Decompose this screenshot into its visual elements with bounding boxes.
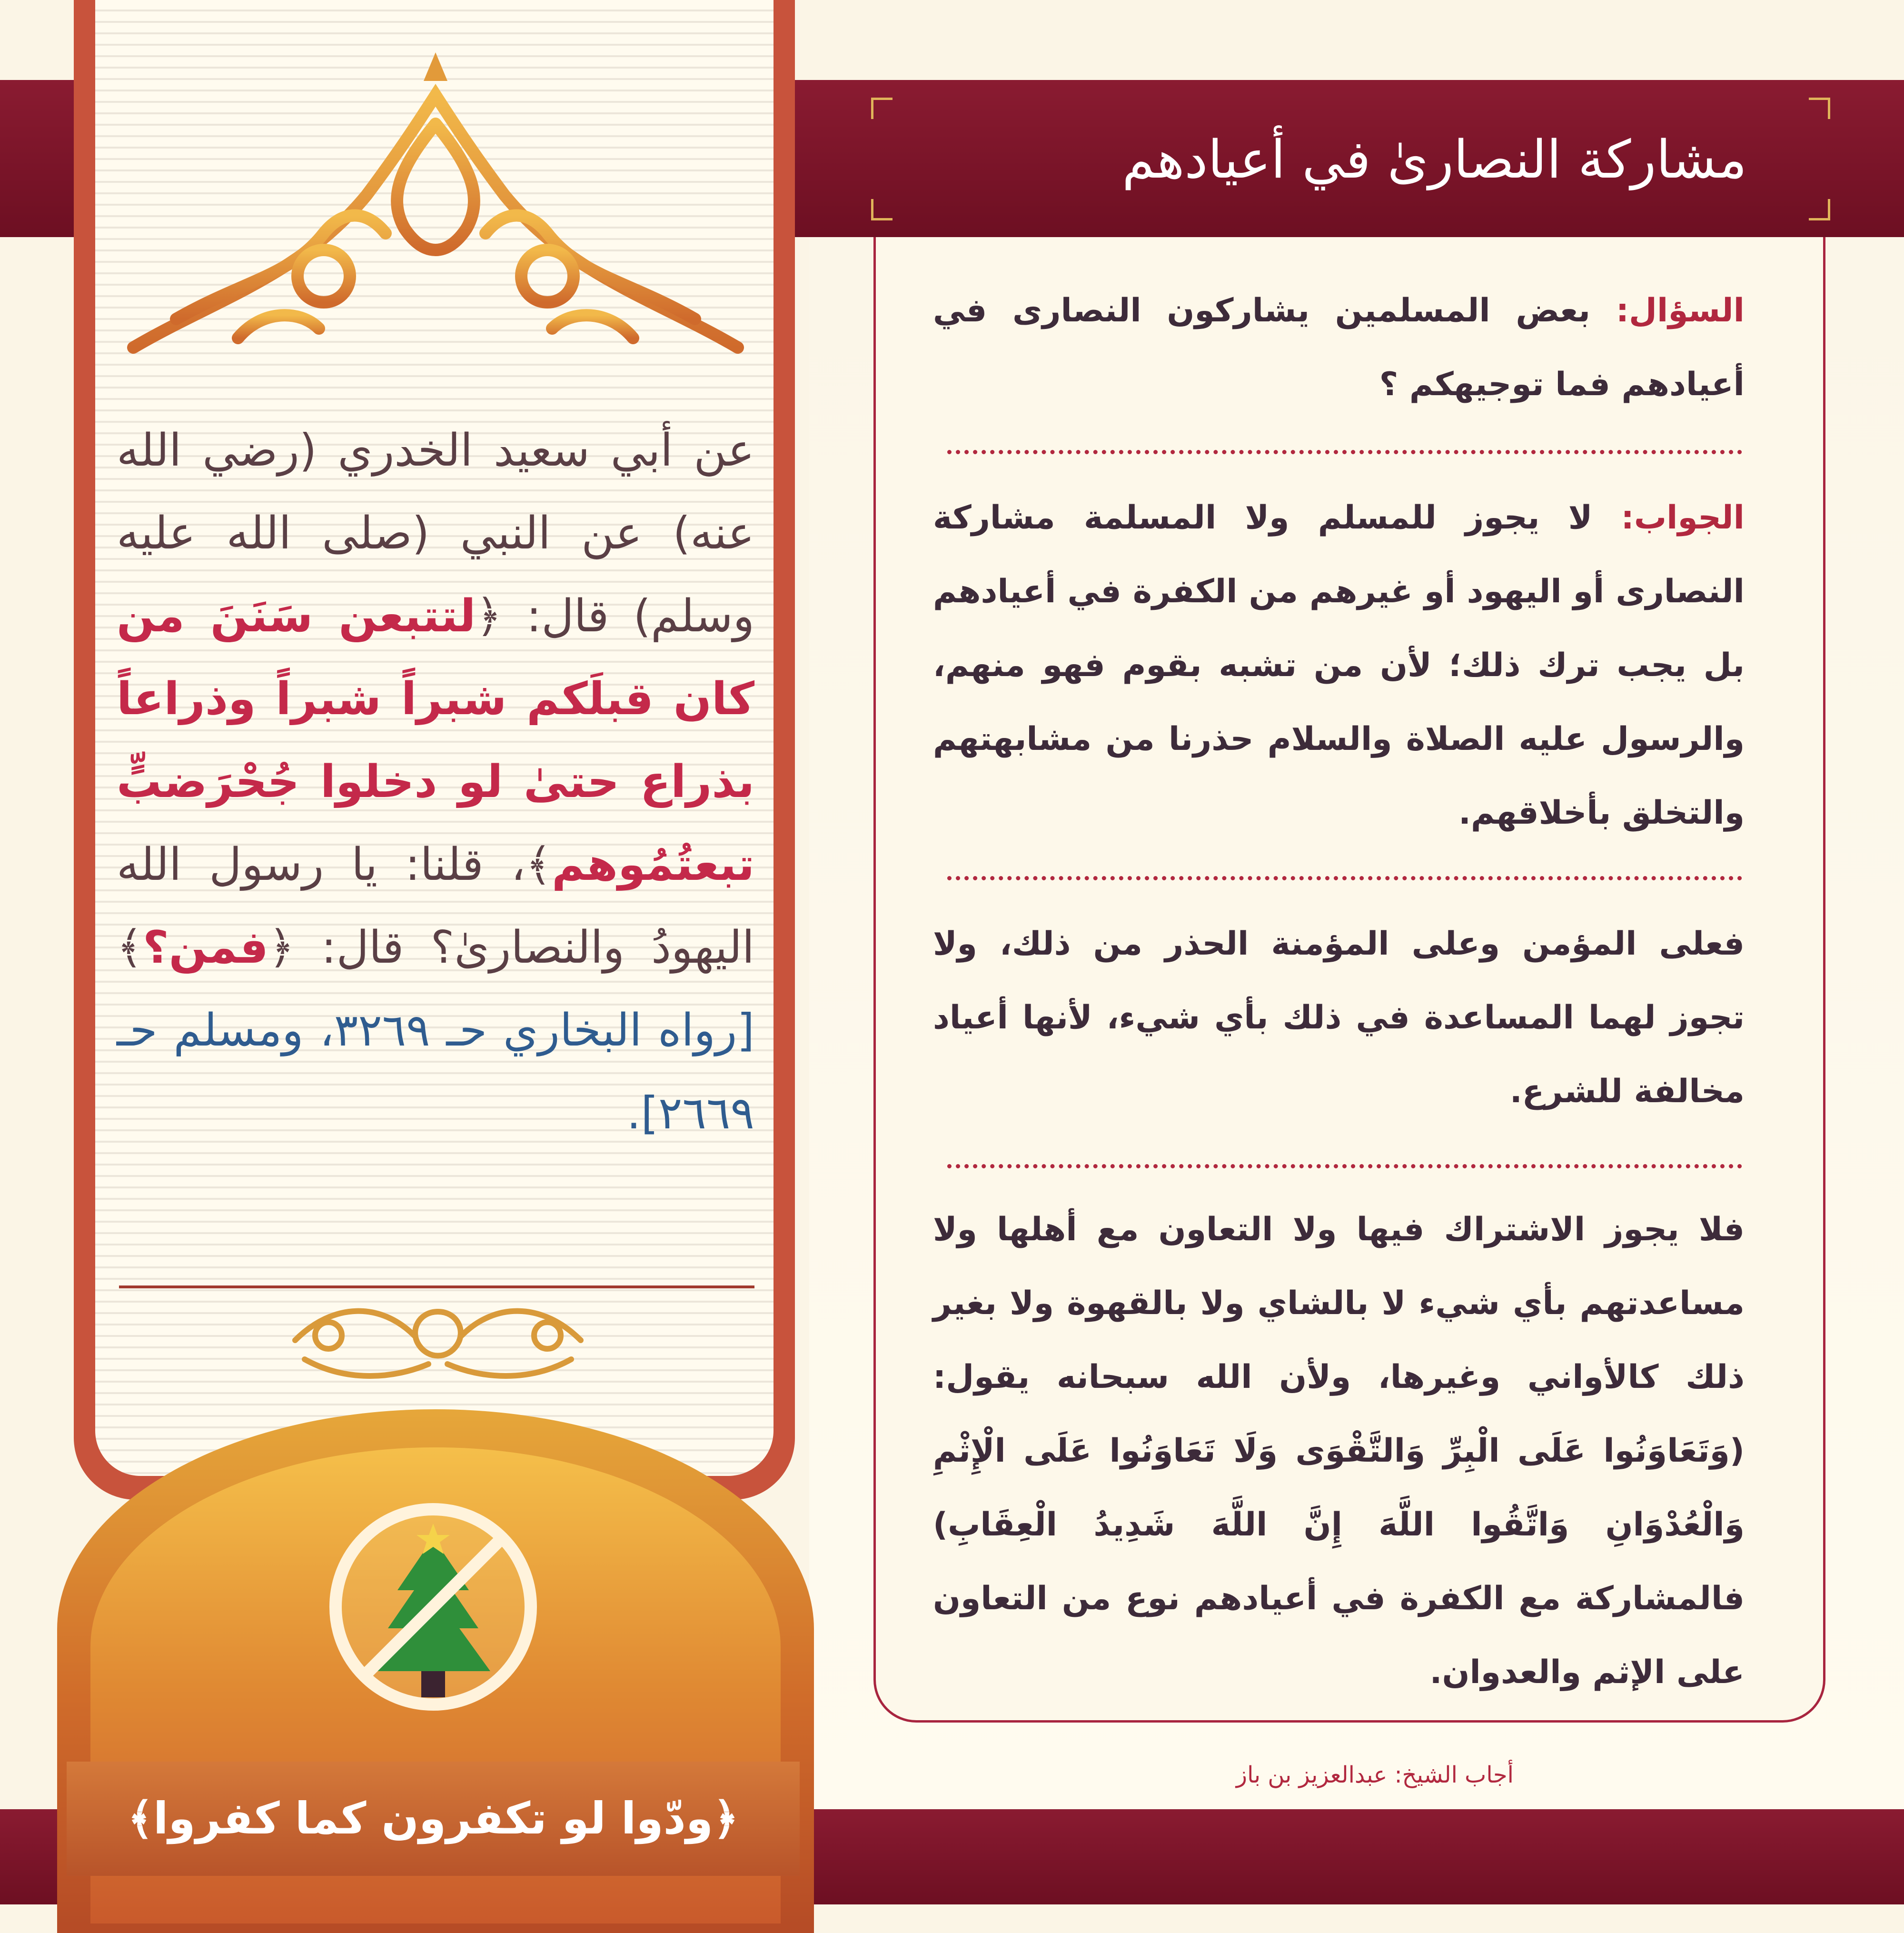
dotted-divider bbox=[947, 1164, 1742, 1168]
scroll-ornament-icon bbox=[276, 1293, 600, 1388]
paragraph-3: فلا يجوز الاشتراك فيها ولا التعاون مع أهلها ولا مساعدتهم بأي شيء لا بالشاي ولا بالقهوة ولا بغير ذلك كالأواني وغيرها، ولأن الله سبحانه يقول: (وَتَعَاوَنُوا عَلَى الْبِرِّ وَالتَّقْوَى وَلَا تَعَاوَنُوا عَلَى الْإِثْمِ وَالْعُدْوَانِ وَاتَّقُوا اللَّهَ إِنَّ اللَّهَ شَدِيدُ الْعِقَابِ) فالمشاركة مع الكفرة في أعيادهم نوع من التعاون على الإثم والعدوان. bbox=[933, 1211, 1745, 1691]
title-frame-corner bbox=[871, 98, 892, 119]
hadith-quote: لتتبعن سَنَنَ من كان قبلَكم شبراً شبراً وذراعاً بذراع حتىٰ لو دخلوا جُحْرَضبٍّ تبعتُمُوهم bbox=[117, 590, 754, 891]
hadith-reference: [رواه البخاري حـ ٣٢٦٩، ومسلم حـ ٢٦٦٩]. bbox=[117, 1005, 754, 1139]
title-frame-corner bbox=[1809, 98, 1830, 119]
page-title: مشاركة النصارىٰ في أعيادهم bbox=[1122, 129, 1747, 190]
answer-block bbox=[933, 481, 1745, 850]
dotted-divider bbox=[947, 876, 1742, 880]
hadith-text bbox=[117, 409, 754, 1155]
paragraph-2: فعلى المؤمن وعلى المؤمنة الحذر من ذلك، ولا تجوز لهما المساعدة في ذلك بأي شيء، لأنها أعياد مخالفة للشرع. bbox=[933, 925, 1745, 1110]
no-christmas-tree-icon bbox=[326, 1500, 540, 1714]
title-frame-corner bbox=[871, 199, 892, 220]
hadith-middle: ﴾، قلنا: يا رسول الله اليهودُ والنصارىٰ؟ قال: ﴿ bbox=[117, 839, 754, 974]
dotted-divider bbox=[947, 450, 1742, 454]
title-frame-corner bbox=[1809, 199, 1830, 220]
hadith-close: ﴾ bbox=[117, 922, 143, 974]
question-text: بعض المسلمين يشاركون النصارى في أعيادهم فما توجيهكم ؟ bbox=[933, 292, 1745, 403]
question-block bbox=[933, 274, 1745, 421]
hadith-intro: عن أبي سعيد الخدري (رضي الله عنه) عن النبي (صلى الله عليه وسلم) قال: ﴿ bbox=[117, 425, 754, 642]
answer-label: الجواب: bbox=[1621, 499, 1745, 537]
answerer-credit: أجاب الشيخ: عبدالعزيز بن باز bbox=[1236, 1762, 1514, 1788]
arabesque-ornament-icon bbox=[119, 52, 752, 362]
motto-text: ﴿ودّوا لو تكفرون كما كفروا﴾ bbox=[128, 1793, 739, 1844]
divider-line bbox=[119, 1285, 754, 1288]
answer-text: لا يجوز للمسلم ولا المسلمة مشاركة النصارى أو اليهود أو غيرهم من الكفرة في أعيادهم بل يجب ترك ذلك؛ لأن من تشبه بقوم فهو منهم، والرسول عليه الصلاة والسلام حذرنا من مشابهتهم والتخلق بأخلاقهم. bbox=[933, 499, 1745, 832]
hadith-answer: فمن؟ bbox=[143, 922, 268, 974]
question-label: السؤال: bbox=[1616, 292, 1745, 329]
